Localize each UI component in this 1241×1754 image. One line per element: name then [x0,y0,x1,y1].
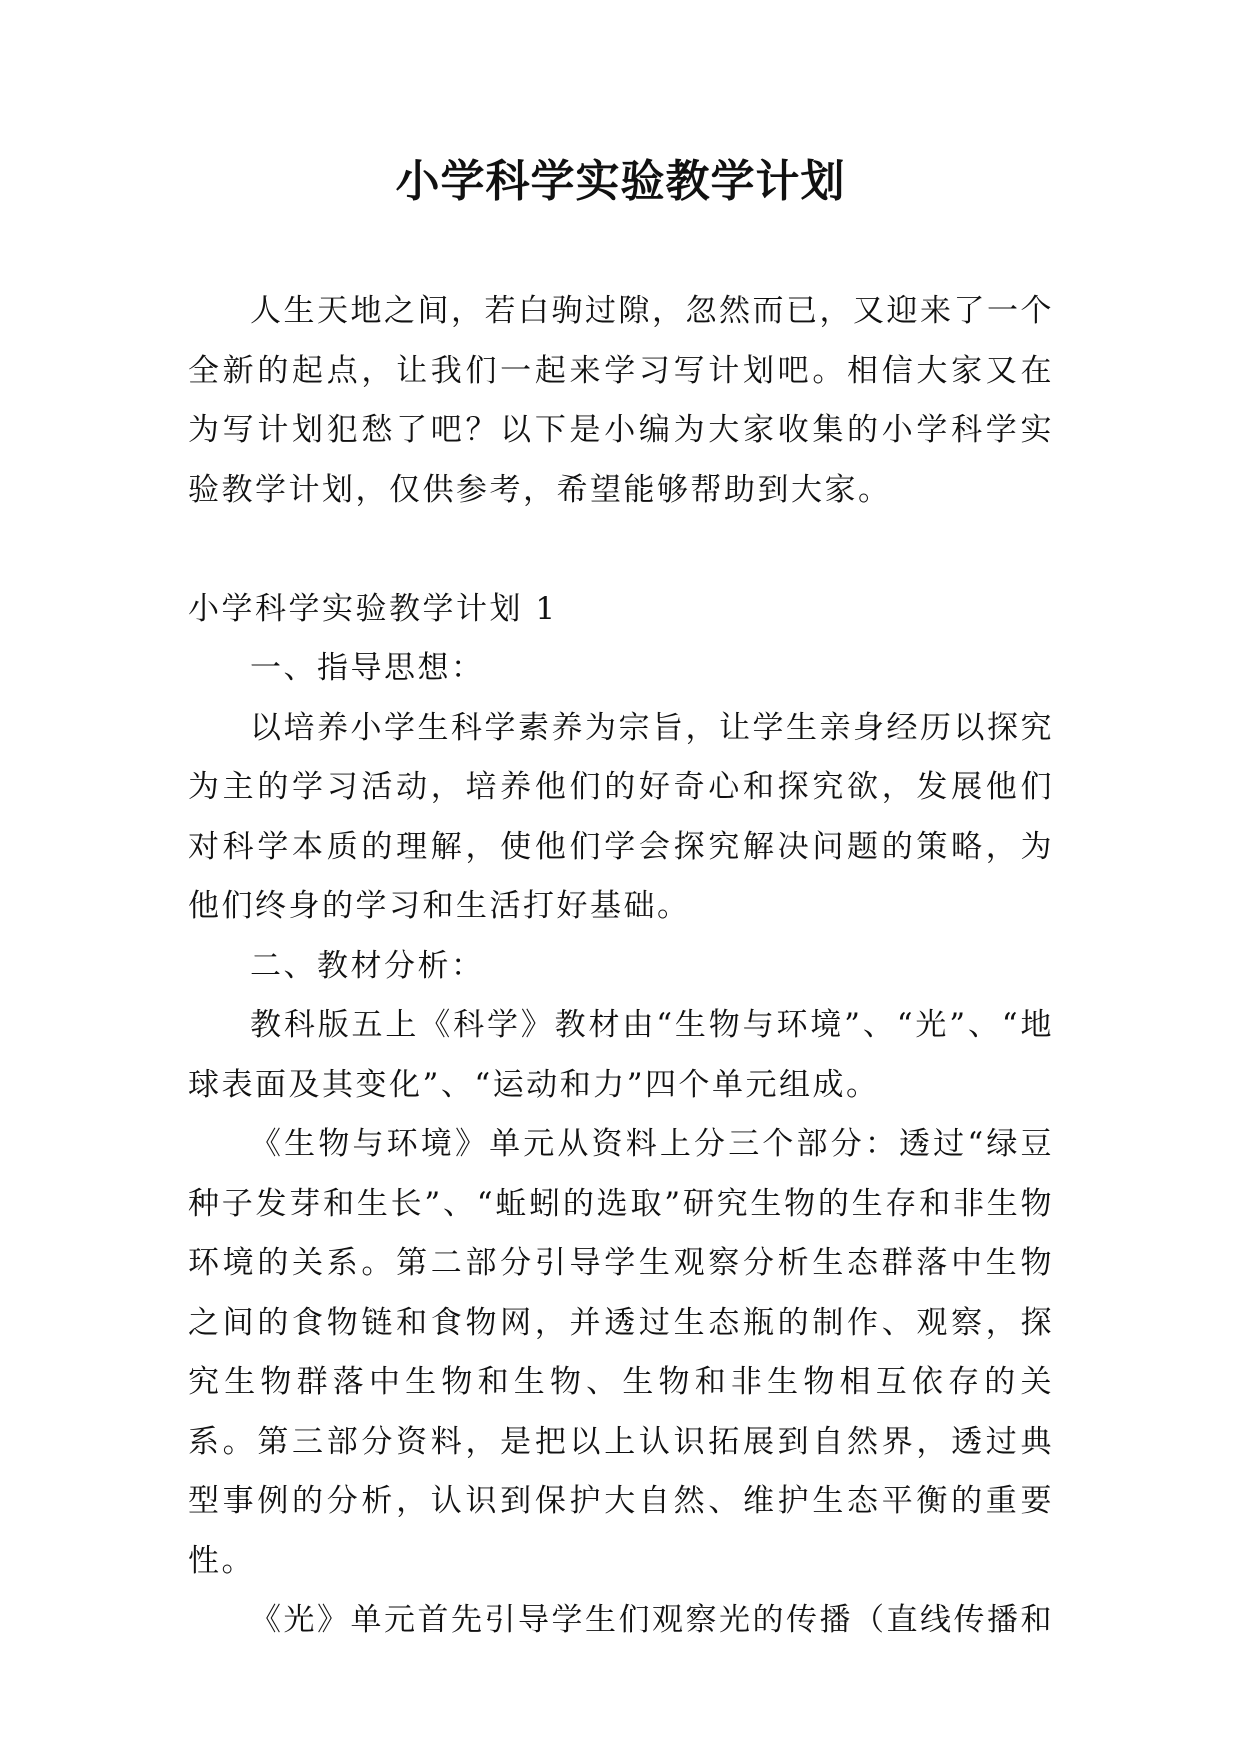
paragraph-textbook-units: 教科版五上《科学》教材由“生物与环境”、“光”、“地球表面及其变化”、“运动和力”四个单元组成。 [188,1007,1054,1103]
paragraph-biology-environment: 《生物与环境》单元从资料上分三个部分：透过“绿豆种子发芽和生长”、“蚯蚓的选取”研究生物的生存和非生物环境的关系。第二部分引导学生观察分析生态群落中生物之间的食物链和食物网，并透过生态瓶的制作、观察，探究生物群落中生物和生物、生物和非生物相互依存的关系。第三部分资料，是把以上认识拓展到自然界，透过典型事例的分析，认识到保护大自然、维护生态平衡的重要性。 [188,1126,1054,1579]
document-body [188,282,1054,1651]
intro-paragraph: 人生天地之间，若白驹过隙，忽然而已，又迎来了一个全新的起点，让我们一起来学习写计划吧。相信大家又在为写计划犯愁了吧？以下是小编为大家收集的小学科学实验教学计划，仅供参考，希望能够帮助到大家。 [188,293,1054,508]
paragraph-light-unit: 《光》单元首先引导学生们观察光的传播（直线传播和 [250,1602,1054,1638]
subheading-textbook-analysis: 二、教材分析： [250,947,485,984]
paragraph-guiding-ideology: 以培养小学生科学素养为宗旨，让学生亲身经历以探究为主的学习活动，培养他们的好奇心和探究欲，发展他们对科学本质的理解，使他们学会探究解决问题的策略，为他们终身的学习和生活打好基础。 [188,709,1054,924]
subheading-guiding-ideology: 一、指导思想： [250,650,485,686]
document-title: 小学科学实验教学计划 [395,156,846,207]
section-heading: 小学科学实验教学计划 1 [188,590,558,627]
